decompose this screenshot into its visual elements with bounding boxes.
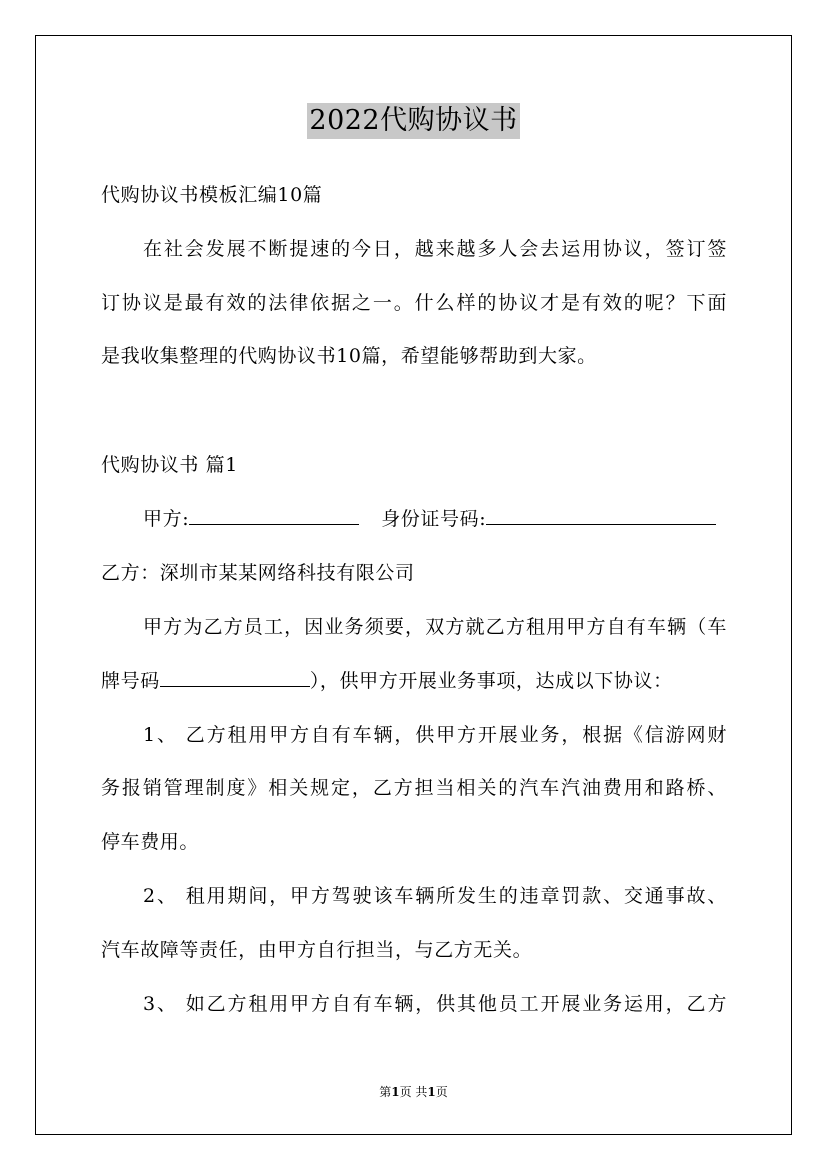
page-footer	[0, 1084, 827, 1100]
title-container	[0, 103, 827, 139]
party-a-line	[143, 507, 727, 531]
preamble-tail: ），供甲方开展业务事项，达成以下协议：	[309, 670, 673, 692]
party-b-line: 乙方：深圳市某某网络科技有限公司	[101, 562, 415, 584]
footer-suffix: 页	[435, 1085, 448, 1099]
preamble-line-1: 甲方为乙方员工，因业务须要，双方就乙方租用甲方自有车辆（车	[143, 616, 727, 638]
plate-number-blank	[160, 669, 310, 687]
intro-line-3: 是我收集整理的代购协议书10篇，希望能够帮助到大家。	[101, 345, 597, 367]
document-title: 2022代购协议书	[307, 103, 519, 139]
intro-line-2: 订协议是最有效的法律依据之一。什么样的协议才是有效的呢？下面	[101, 292, 727, 314]
id-number-blank	[486, 507, 716, 525]
footer-prefix: 第	[379, 1085, 392, 1099]
section-heading: 代购协议书 篇1	[101, 454, 238, 476]
party-a-blank	[189, 507, 359, 525]
plate-number-label: 牌号码	[101, 670, 160, 692]
preamble-line-2	[101, 669, 727, 693]
clause-2-line-1: 2、 租用期间，甲方驾驶该车辆所发生的违章罚款、交通事故、	[143, 885, 727, 907]
clause-2-line-2: 汽车故障等责任，由甲方自行担当，与乙方无关。	[101, 939, 533, 961]
clause-1-line-2: 务报销管理制度》相关规定，乙方担当相关的汽车汽油费用和路桥、	[101, 777, 727, 799]
clause-1-line-1: 1、 乙方租用甲方自有车辆，供甲方开展业务，根据《信游网财	[143, 724, 727, 746]
footer-total-pages: 1	[427, 1085, 436, 1099]
clause-1-line-3: 停车费用。	[101, 831, 200, 853]
id-number-label: 身份证号码:	[381, 508, 487, 530]
document-subtitle: 代购协议书模板汇编10篇	[101, 184, 323, 206]
footer-page-number: 1	[391, 1085, 400, 1099]
footer-mid: 页 共	[399, 1085, 428, 1099]
party-a-label: 甲方:	[143, 508, 190, 530]
intro-line-1: 在社会发展不断提速的今日，越来越多人会去运用协议，签订签	[143, 238, 727, 260]
clause-3-line-1: 3、 如乙方租用甲方自有车辆，供其他员工开展业务运用，乙方	[143, 993, 727, 1015]
